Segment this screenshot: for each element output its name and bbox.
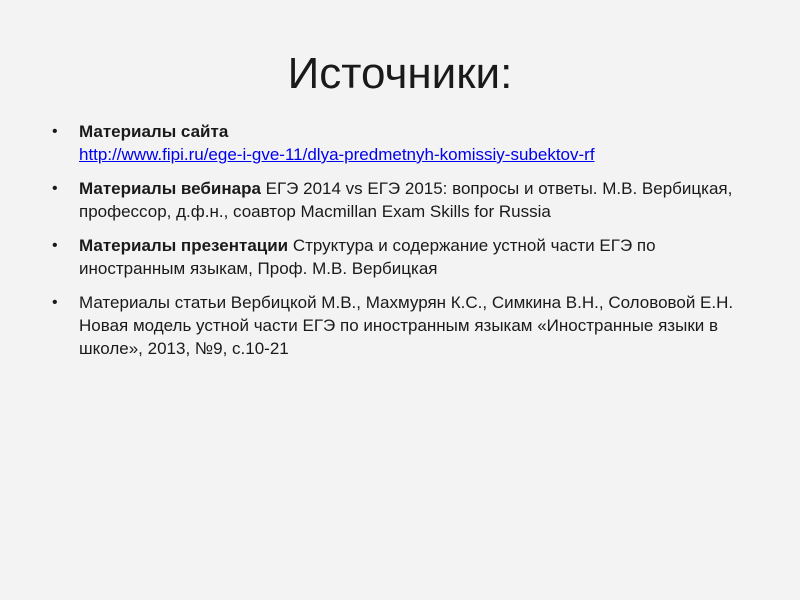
bullet-icon: •: [52, 180, 58, 197]
list-item-article-materials: [50, 291, 750, 360]
sources-list: [50, 120, 750, 371]
item-lead: Материалы презентации: [79, 236, 289, 255]
item-text: ЕГЭ 2014 vs ЕГЭ 2015: вопросы и ответы. М.В. Вербицкая, профессор, д.ф.н., соавтор Macmillan Exam Skills for Russia: [79, 179, 733, 221]
bullet-icon: •: [52, 123, 58, 140]
item-text: Материалы статьи Вербицкой М.В., Махмурян К.С., Симкина В.Н., Солововой Е.Н. Новая модель устной части ЕГЭ по иностранным языкам «Иностранные языки в школе», 2013, №9, с.10-21: [79, 293, 734, 358]
list-item-site-materials: [50, 120, 750, 166]
bullet-icon: •: [52, 237, 58, 254]
bullet-icon: •: [52, 294, 58, 311]
item-lead: Материалы сайта: [79, 122, 229, 141]
list-item-webinar-materials: [50, 177, 750, 223]
list-item-presentation-materials: [50, 234, 750, 280]
item-lead: Материалы вебинара: [79, 179, 261, 198]
slide-title: Источники:: [287, 49, 513, 98]
item-text: Структура и содержание устной части ЕГЭ по иностранным языкам, Проф. М.В. Вербицкая: [79, 236, 656, 278]
fipi-link[interactable]: http://www.fipi.ru/ege-i-gve-11/dlya-predmetnyh-komissiy-subektov-rf: [79, 145, 595, 164]
